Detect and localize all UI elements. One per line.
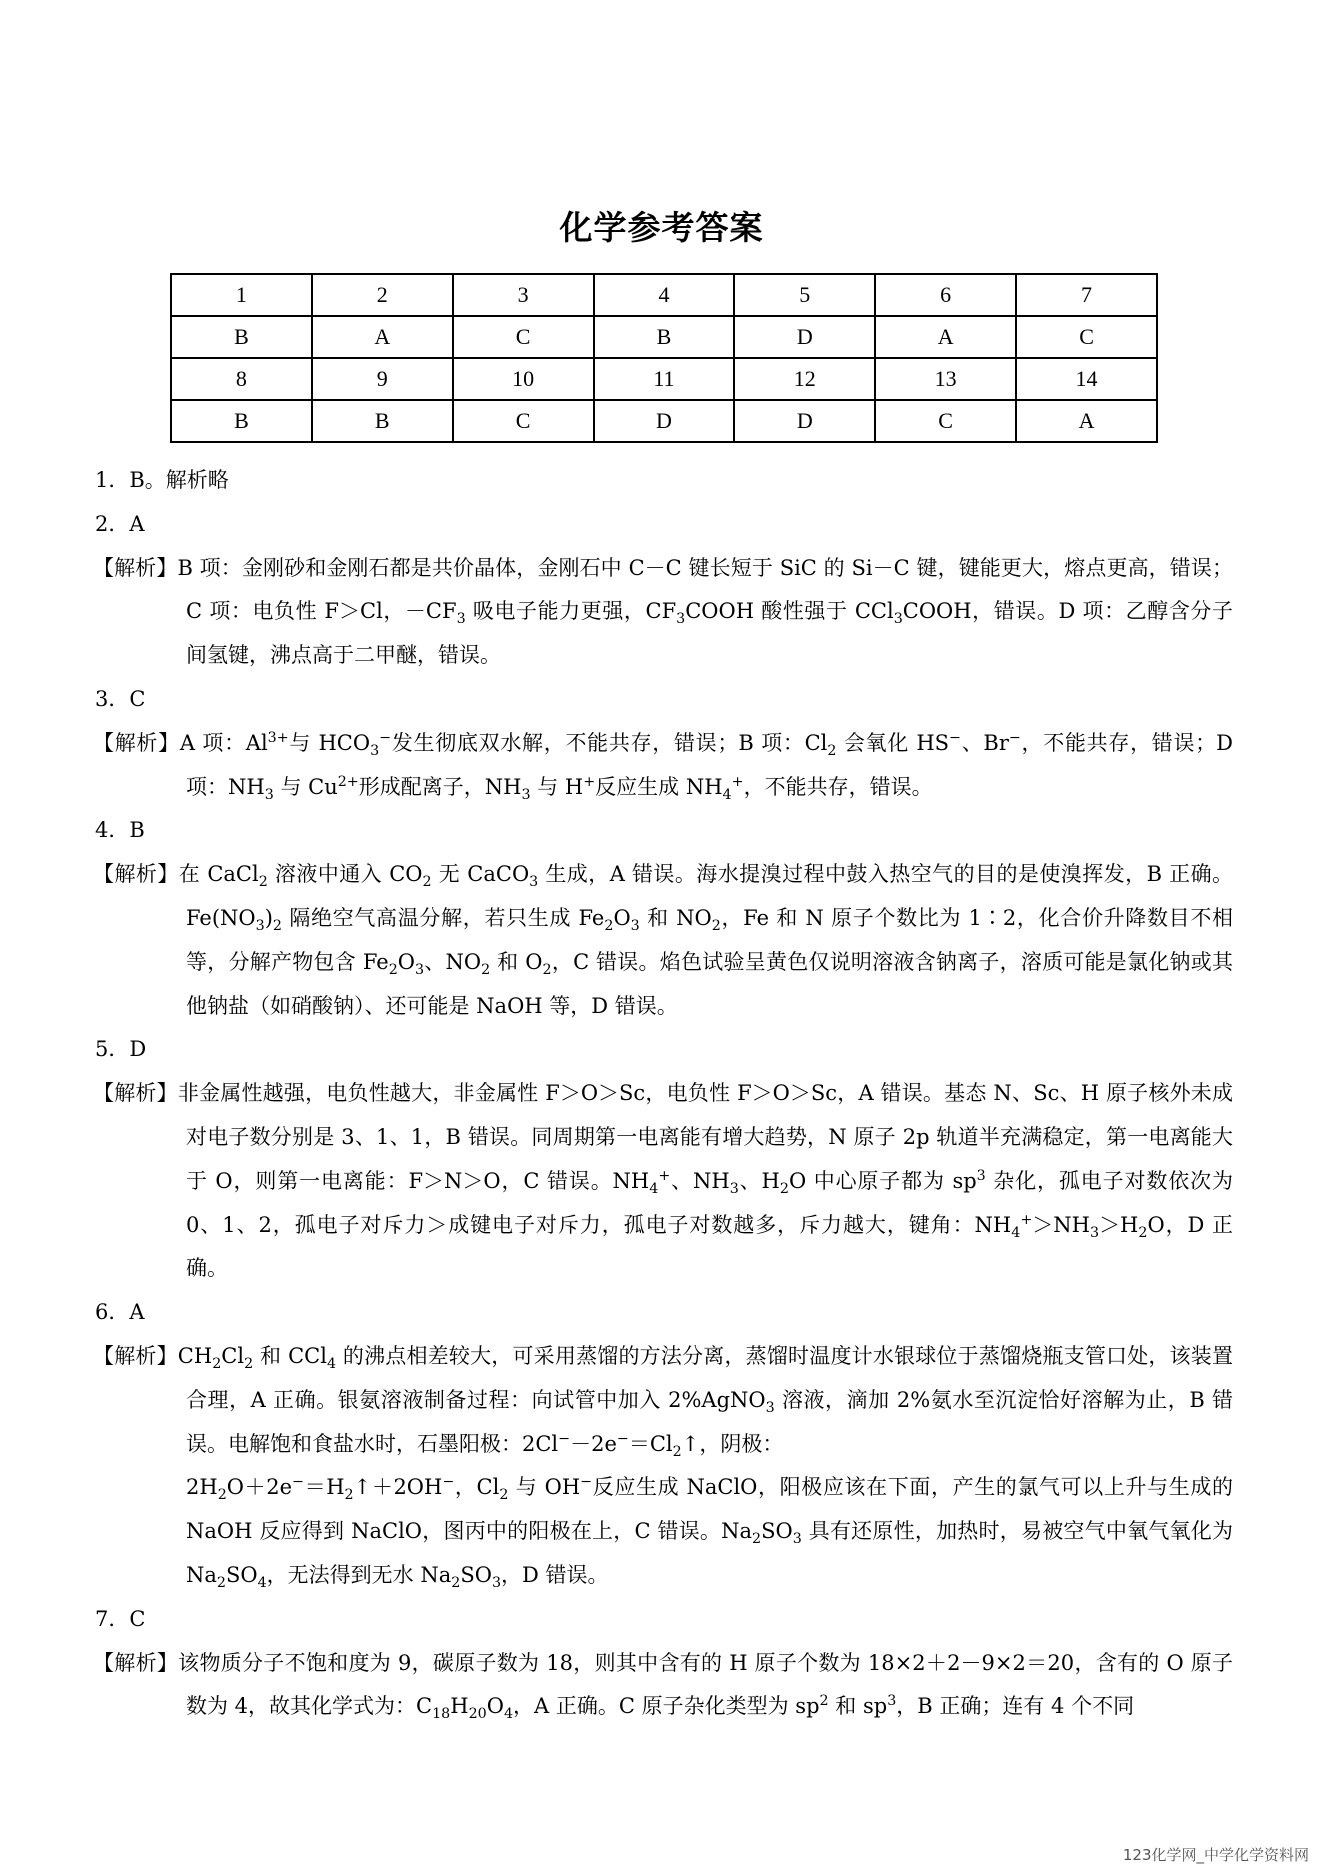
analysis-3: 【解析】A 项：$Al^{3+}$与 $HCO_3^-$发生彻底双水解，不能共存，错误；B 项：$Cl_2$ 会氧化 HS−、Br−，不能共存，错误；D 项：$NH_3$ 与 $Cu^{2+}$形成配离子，$NH_3$ 与 H+反应生成 $NH_4^+$，不能共存，错误。 [93,729,1234,803]
question-1: 1．B。解析略 [95,468,229,492]
question-5: 5．D [95,1037,147,1062]
answer-row [171,316,1157,358]
answer-cell: C [875,400,1016,442]
analysis-2: 【解析】B 项：金刚砂和金刚石都是共价晶体，金刚石中 C－C 键长短于 SiC 的 Si－C 键，键能更大，熔点更高，错误；C 项：电负性 F＞Cl，$-CF_3$ 吸电子能力更强，$CF_3COOH$ 酸性强于 CCl$_3$COOH，错误。D 项：乙醇含分子间氢键，沸点高于二甲醚，错误。 [93,555,1233,668]
question-3: 3．C [95,686,146,711]
question-number-cell: 11 [594,358,735,400]
analysis-label: 【解析】 [93,1081,178,1106]
answer-cell: A [1016,400,1157,442]
answer-cell: D [734,400,875,442]
question-4: 4．B [95,818,145,843]
question-number-cell: 5 [734,274,875,316]
analysis-label: 【解析】 [93,1650,179,1675]
answer-cell: B [312,400,453,442]
analysis-6: 【解析】$CH_2Cl_2$ 和 CCl$_4$ 的沸点相差较大，可采用蒸馏的方法分离，蒸馏时温度计水银球位于蒸馏烧瓶支管口处，该装置合理，A 正确。银氨溶液制备过程：向试管中加入 2%AgNO$_3$ 溶液，滴加 2%氨水至沉淀恰好溶解为止，B 错误。电解饱和食盐水时，石墨阳极：$2Cl^--2e^-=Cl_2↑$，阴极： $2H_2O+2e^-=H_2↑+2OH^-$，$Cl_2$ 与 OH−反应生成 NaClO，阳极应该在下面，产生的氯气可以上升与生成的 NaOH 反应得到 NaClO，图丙中的阳极在上，C 错误。$Na_2SO_3$ 具有还原性，加热时，易被空气中氧气氧化为 $Na_2SO_4$，无法得到无水 $Na_2SO_3$，D 错误。 [93,1343,1234,1592]
analysis-5: 【解析】非金属性越强，电负性越大，非金属性 F＞O＞Sc，电负性 F＞O＞Sc，A 错误。基态 N、Sc、H 原子核外未成对电子数分别是 3、1、1，B 错误。同周期第一电离能有增大趋势，N 原子 2p 轨道半充满稳定，第一电离能大于 O，则第一电离能：F＞N＞O，C 错误。$NH_4^+$、$NH_3$、$H_2O$ 中心原子都为 $sp^3$ 杂化，孤电子对数依次为 0、1、2，孤电子对斥力＞成键电子对斥力，孤电子对数越多，斥力越大，键角：$NH_4^+>NH_3>H_2O$，D 正确。 [93,1081,1234,1281]
question-number-cell: 9 [312,358,453,400]
question-number-cell: 3 [453,274,594,316]
analysis-label: 【解析】 [93,1343,178,1368]
answer-cell: C [1016,316,1157,358]
question-number-cell: 2 [312,274,453,316]
question-number-cell: 12 [734,358,875,400]
analysis-4: 【解析】在 CaCl$_2$ 溶液中通入 $CO_2$ 无 CaCO$_3$ 生成，A 错误。海水提溴过程中鼓入热空气的目的是使溴挥发，B 正确。$Fe(NO_3)_2$ 隔绝空气高温分解，若只生成 $Fe_2O_3$ 和 $NO_2$，Fe 和 N 原子个数比为 1∶2，化合价升降数目不相等，分解产物包含 $Fe_2O_3$、$NO_2$ 和 $O_2$，C 错误。焰色试验呈黄色仅说明溶液含钠离子，溶质可能是氯化钠或其他钠盐（如硝酸钠）、还可能是 NaOH 等，D 错误。 [93,862,1234,1018]
answer-cell: B [171,400,312,442]
question-number-cell: 13 [875,358,1016,400]
answer-cell: B [171,316,312,358]
analysis-7: 【解析】该物质分子不饱和度为 9，碳原子数为 18，则其中含有的 H 原子个数为 18×2＋2－9×2＝20，含有的 O 原子数为 4，故其化学式为：$C_{18}H_{20}O_4$，A 正确。C 原子杂化类型为 $sp^2$ 和 $sp^3$，B 正确；连有 4 个不同 [93,1650,1234,1723]
footer-watermark: 123化学网_中学化学资料网 [1122,1846,1309,1864]
question-number-cell: 1 [171,274,312,316]
answer-cell: A [875,316,1016,358]
question-number-cell: 10 [453,358,594,400]
answer-cell: A [312,316,453,358]
analysis-label: 【解析】 [93,862,179,887]
question-6: 6．A [95,1300,145,1325]
answer-cell: D [594,400,735,442]
answer-cell: D [734,316,875,358]
answer-cell: C [453,400,594,442]
answer-cell: C [453,316,594,358]
question-number-row [171,358,1157,400]
question-number-cell: 6 [875,274,1016,316]
answer-table [170,273,1158,443]
question-number-cell: 4 [594,274,735,316]
answer-cell: B [594,316,735,358]
question-number-row [171,274,1157,316]
answer-row [171,400,1157,442]
question-2: 2．A [95,511,145,536]
analysis-label: 【解析】 [93,730,180,755]
question-number-cell: 14 [1016,358,1157,400]
question-7: 7．C [95,1606,146,1631]
page-title: 化学参考答案 [559,208,764,247]
question-number-cell: 7 [1016,274,1157,316]
question-number-cell: 8 [171,358,312,400]
analysis-label: 【解析】 [93,555,178,580]
explanations [93,459,1233,1729]
